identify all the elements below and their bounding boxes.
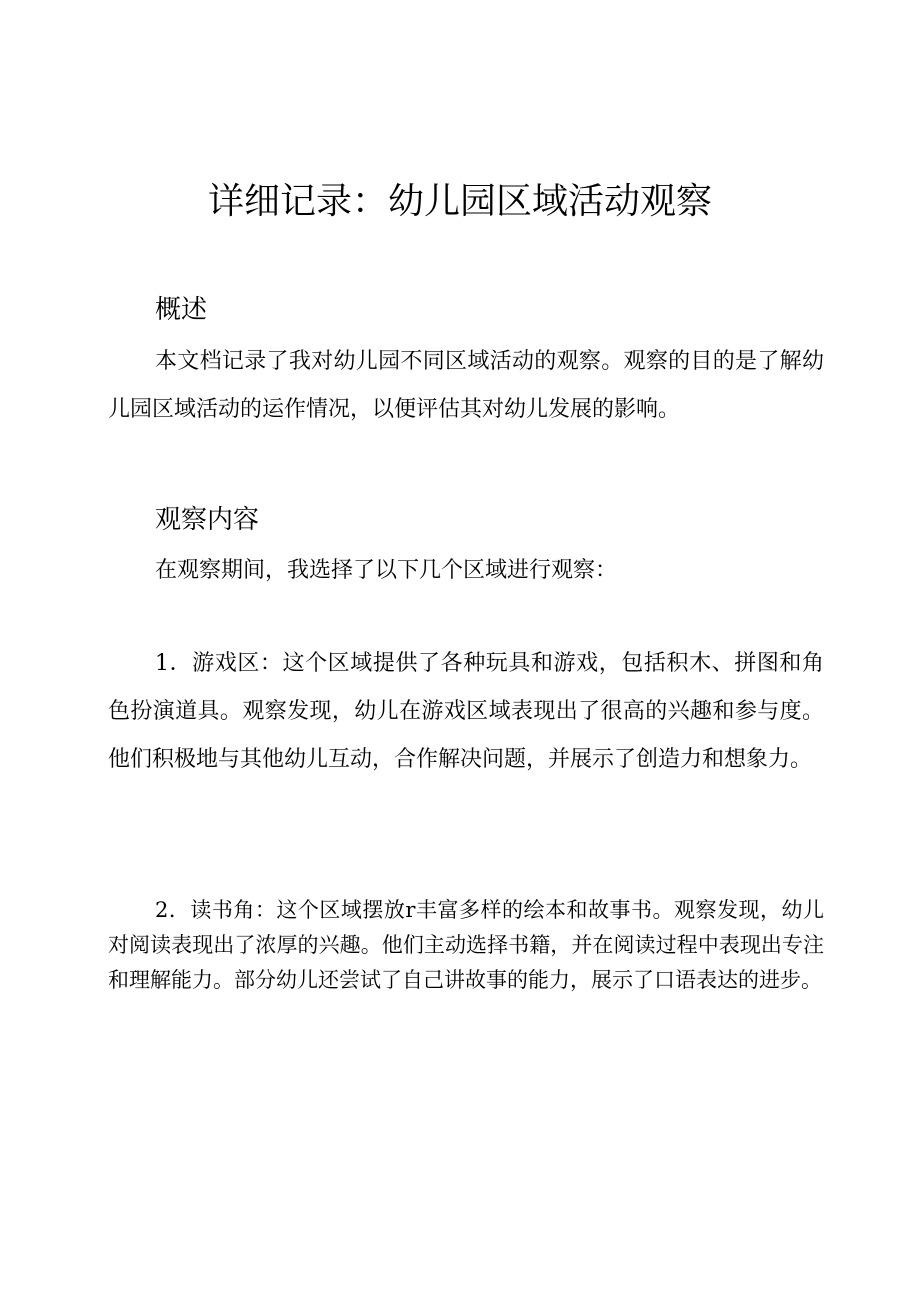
reading-corner-paragraph: 2．读书角：这个区域摆放r丰富多样的绘本和故事书。观察发现，幼儿对阅读表现出了浓厚的兴趣。他们主动选择书籍，并在阅读过程中表现出专注和理解能力。部分幼儿还尝试了自己讲故事的能力，展示了口语表达的进步。 [108,898,824,992]
section-heading-observation: 观察内容 [155,505,260,535]
overview-paragraph: 本文档记录了我对幼儿园不同区域活动的观察。观察的目的是了解幼儿园区域活动的运作情况，以便评估其对幼儿发展的影响。 [108,349,824,422]
document-title: 详细记录：幼儿园区域活动观察 [207,181,712,222]
play-area-paragraph: 1．游戏区：这个区域提供了各种玩具和游戏，包括积木、拼图和角色扮演道具。观察发现，幼儿在游戏区域表现出了很高的兴趣和参与度。他们积极地与其他幼儿互动，合作解决问题，并展示了创造力和想象力。 [108,651,824,772]
observation-intro-paragraph: 在观察期间，我选择了以下几个区域进行观察： [155,558,618,583]
section-heading-overview: 概述 [155,295,208,325]
